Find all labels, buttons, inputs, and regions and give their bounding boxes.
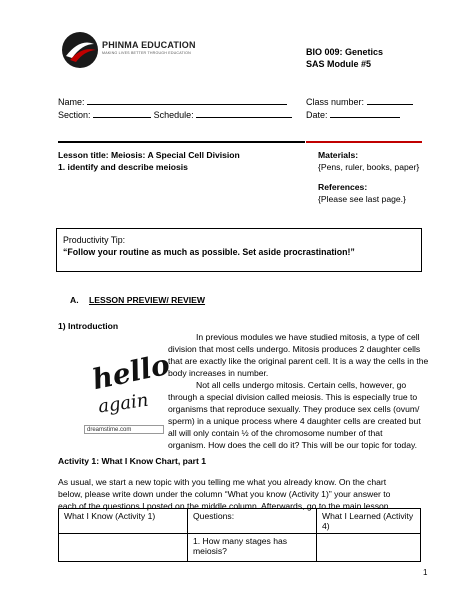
section-a-title: LESSON PREVIEW/ REVIEW: [88, 295, 206, 305]
course-title: BIO 009: Genetics: [306, 47, 384, 57]
intro-line: organisms that reproduce sexually. They produce sex cells (ovum/: [168, 404, 420, 414]
know-cell[interactable]: [59, 534, 188, 562]
table-row: [59, 534, 421, 562]
date-field[interactable]: [306, 109, 400, 120]
productivity-tip-box: [56, 228, 422, 272]
course-info: [306, 46, 383, 70]
schedule-label: Schedule:: [153, 110, 194, 120]
watermark-label: dreamstime.com: [84, 425, 164, 434]
column-header: What I Learned (Activity 4): [317, 509, 421, 534]
page-number: 1: [423, 568, 428, 577]
schedule-line[interactable]: [196, 109, 292, 118]
activity-line: each of the questions I posted on the middle column. Afterwards, go to the main lesson.: [58, 501, 391, 511]
lesson-info: [58, 149, 240, 173]
brand-tagline: MAKING LIVES BETTER THROUGH EDUCATION: [102, 51, 191, 55]
table-header-row: [59, 509, 421, 534]
date-line[interactable]: [330, 109, 400, 118]
divider-red: [306, 141, 422, 143]
learned-cell[interactable]: [317, 534, 421, 562]
materials-text: {Pens, ruler, books, paper}: [318, 162, 420, 172]
activity-heading: Activity 1: What I Know Chart, part 1: [58, 456, 207, 466]
divider-black: [58, 141, 305, 143]
materials-block: [318, 149, 419, 205]
hello-again-image: [84, 343, 173, 431]
class-number-field[interactable]: [306, 96, 413, 107]
activity-line: below, please write down under the column “What you know (Activity 1)” your answer to: [58, 489, 391, 499]
intro-line: division that most cells undergo. Mitosis produces 2 daughter cells: [168, 344, 421, 354]
intro-line: all will only contain ½ of the chromosome number of that: [168, 428, 383, 438]
hello-again-icon: [84, 343, 173, 425]
what-i-know-chart: [58, 508, 421, 562]
introduction-heading: 1) Introduction: [58, 321, 119, 331]
date-label: Date:: [306, 110, 328, 120]
lesson-title: Lesson title: Meiosis: A Special Cell Division: [58, 150, 240, 160]
question-cell: 1. How many stages has meiosis?: [188, 534, 317, 562]
references-label: References:: [318, 182, 368, 192]
lesson-objective: 1. identify and describe meiosis: [58, 162, 188, 172]
intro-line: organism. How does the cell do it? This will be our topic for today.: [168, 440, 418, 450]
intro-paragraph: [168, 331, 430, 451]
section-a-heading: [70, 295, 205, 305]
section-a-letter: A.: [70, 295, 79, 305]
intro-line: sperm) in a unique process where 4 daughter cells are created but: [168, 416, 421, 426]
intro-line: In previous modules we have studied mitosis, a type of cell: [196, 332, 420, 342]
section-label: Section:: [58, 110, 91, 120]
intro-line: Not all cells undergo mitosis. Certain cells, however, go: [196, 380, 407, 390]
column-header: What I Know (Activity 1): [59, 509, 188, 534]
intro-line: that are exactly like the original parent cell. It is a way the cells in the: [168, 356, 429, 366]
name-field[interactable]: [58, 96, 287, 107]
activity-line: As usual, we start a new topic with you telling me what you already know. On the chart: [58, 477, 387, 487]
section-line[interactable]: [93, 109, 151, 118]
tip-label: Productivity Tip:: [63, 235, 126, 245]
class-number-label: Class number:: [306, 97, 365, 107]
name-label: Name:: [58, 97, 85, 107]
intro-line: body increases in number.: [168, 368, 269, 378]
column-header: Questions:: [188, 509, 317, 534]
references-text: {Please see last page.}: [318, 194, 406, 204]
phinma-logo-icon: [60, 30, 100, 70]
materials-label: Materials:: [318, 150, 359, 160]
tip-quote: “Follow your routine as much as possible. Set aside procrastination!”: [63, 247, 355, 257]
name-line[interactable]: [87, 96, 287, 105]
svg-text:again: again: [96, 389, 150, 418]
intro-line: through a special division called meiosis. This is especially true to: [168, 392, 418, 402]
class-number-line[interactable]: [367, 96, 413, 105]
section-field[interactable]: [58, 109, 292, 120]
activity-paragraph: [58, 476, 428, 512]
brand-name: PHINMA EDUCATION: [102, 40, 196, 50]
svg-text:hello: hello: [89, 347, 173, 397]
module-title: SAS Module #5: [306, 59, 372, 69]
